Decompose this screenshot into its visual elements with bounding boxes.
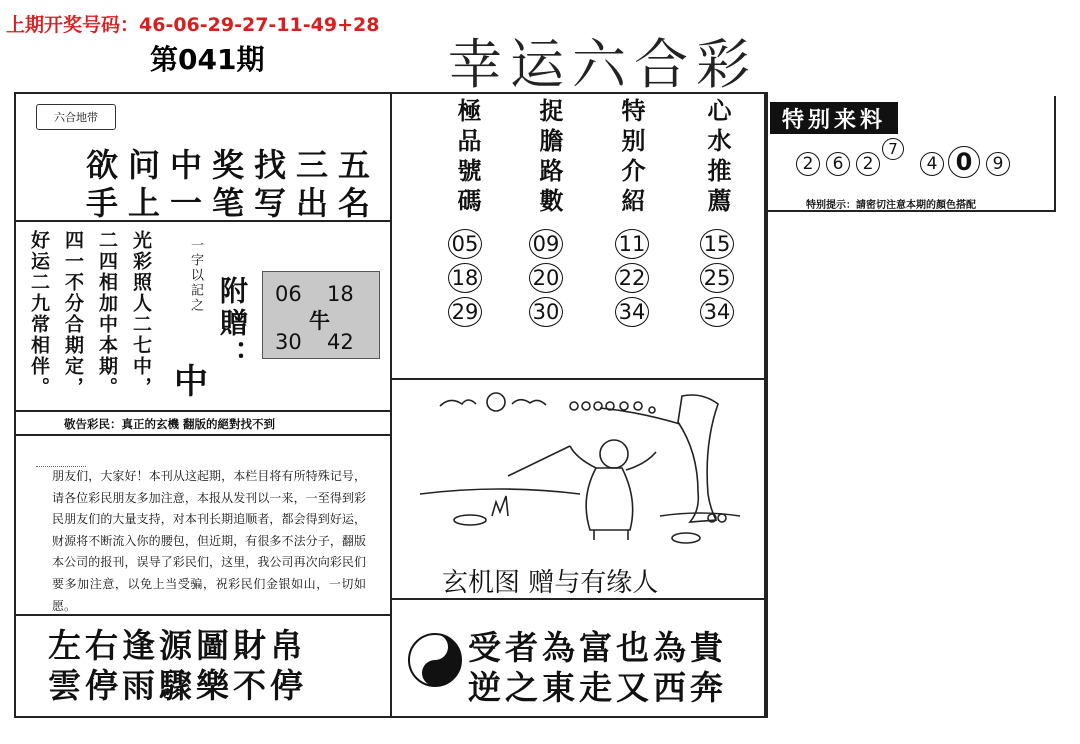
digit-circle: 6 <box>826 152 850 176</box>
middle-bottom-line-2: 逆之東走又西奔 <box>468 668 727 707</box>
tree-icon <box>678 395 718 522</box>
left-bottom-line-2: 雲停雨驟樂不停 <box>48 666 307 705</box>
digit-circle: 9 <box>986 152 1010 176</box>
number-circle: 05 <box>448 229 482 259</box>
grass-icon <box>492 496 508 516</box>
gift-number-3: 30 <box>275 330 302 354</box>
gift-number-1: 06 <box>275 282 302 306</box>
number-circle: 11 <box>615 229 649 259</box>
number-circle: 22 <box>615 263 649 293</box>
column-head-4: 心水推薦 <box>703 98 731 218</box>
last-draw-numbers: 上期开奖号码：46-06-29-27-11-49+28 <box>6 14 380 36</box>
section-stamp: 六合地带 <box>36 104 116 130</box>
right-box-edge <box>1054 96 1056 212</box>
sword-icon <box>508 446 570 476</box>
yin-yang-icon <box>407 632 463 688</box>
figure-head <box>600 440 628 468</box>
left-bottom-line-1: 左右逢源圖財帛 <box>48 626 307 665</box>
left-divider-3 <box>14 434 390 436</box>
column-head-2: 捉膽路數 <box>535 98 563 218</box>
column-head-3: 特别介紹 <box>617 98 645 218</box>
mystery-illustration <box>400 384 760 560</box>
paragraph-stamp <box>36 444 86 467</box>
number-circle: 15 <box>700 229 734 259</box>
number-circle: 29 <box>448 297 482 327</box>
left-divider <box>390 92 392 718</box>
gift-number-2: 18 <box>327 282 354 306</box>
hint-column: 一字以記之 <box>188 238 203 313</box>
number-circle: 20 <box>529 263 563 293</box>
poem-column-1: 光彩照人二七中， <box>130 230 152 398</box>
special-tip: 特别提示：請密切注意本期的顏色搭配 <box>806 200 976 211</box>
ground-line <box>420 489 580 494</box>
announcement-paragraph: 朋友们，大家好！本刊从这起期，本栏目将有所特殊记号，请各位彩民朋友多加注意，本报从发刊以一来，一至得到彩民朋友们的大量支持，对本刊长期追顺者，都会得到好运，财源将不断流入你的腰包，但近期，有很多不法分子，翻版本公司的报刊，误导了彩民们，这里，我公司再次向彩民们要多加注意，以免上当受骗，祝彩民们金银如山，一切如愿。 <box>52 469 366 613</box>
poem-column-2: 二四相加中本期。 <box>96 230 118 398</box>
poem-column-4: 好运二九常相伴。 <box>28 230 50 398</box>
digit-circle: 2 <box>796 152 820 176</box>
gift-label: 附贈： <box>216 276 249 372</box>
gift-zhong: 中 <box>174 362 208 402</box>
number-circle: 34 <box>615 297 649 327</box>
column-head-1: 極品號碼 <box>453 98 481 218</box>
middle-divider-1 <box>390 378 766 380</box>
cloud-left <box>440 400 476 406</box>
gift-number-4: 42 <box>327 330 354 354</box>
digit-circle: 0 <box>948 146 980 178</box>
notice-line: 敬告彩民：真正的玄機 翻版的絕對找不到 <box>64 417 276 431</box>
page-title: 幸运六合彩 <box>448 33 758 96</box>
digit-circle: 2 <box>856 152 880 176</box>
right-divider <box>766 92 768 718</box>
number-circle: 25 <box>700 263 734 293</box>
gift-animal: 牛 <box>309 309 330 333</box>
gift-box <box>262 271 380 359</box>
riddle-line-2: 手上一笔写出名 <box>86 184 381 222</box>
middle-bottom-line-1: 受者為富也為貴 <box>468 628 727 667</box>
moon-icon <box>487 393 505 411</box>
issue-number: 第041期 <box>150 43 265 76</box>
figure-body <box>586 468 633 530</box>
number-circle: 09 <box>529 229 563 259</box>
digit-circle: 4 <box>920 152 944 176</box>
special-materials-banner: 特别来料 <box>770 102 898 134</box>
number-circle: 18 <box>448 263 482 293</box>
number-circle: 30 <box>529 297 563 327</box>
poem-column-3: 四一不分合期定， <box>62 230 84 398</box>
stone-icon <box>454 515 486 525</box>
illustration-caption: 玄机图 赠与有缘人 <box>442 568 659 598</box>
number-circle: 34 <box>700 297 734 327</box>
cloud-right <box>512 400 546 405</box>
left-divider-2 <box>14 410 390 412</box>
riddle-line-1: 欲问中奖找三五 <box>86 146 381 184</box>
digit-circle: 7 <box>882 138 904 160</box>
